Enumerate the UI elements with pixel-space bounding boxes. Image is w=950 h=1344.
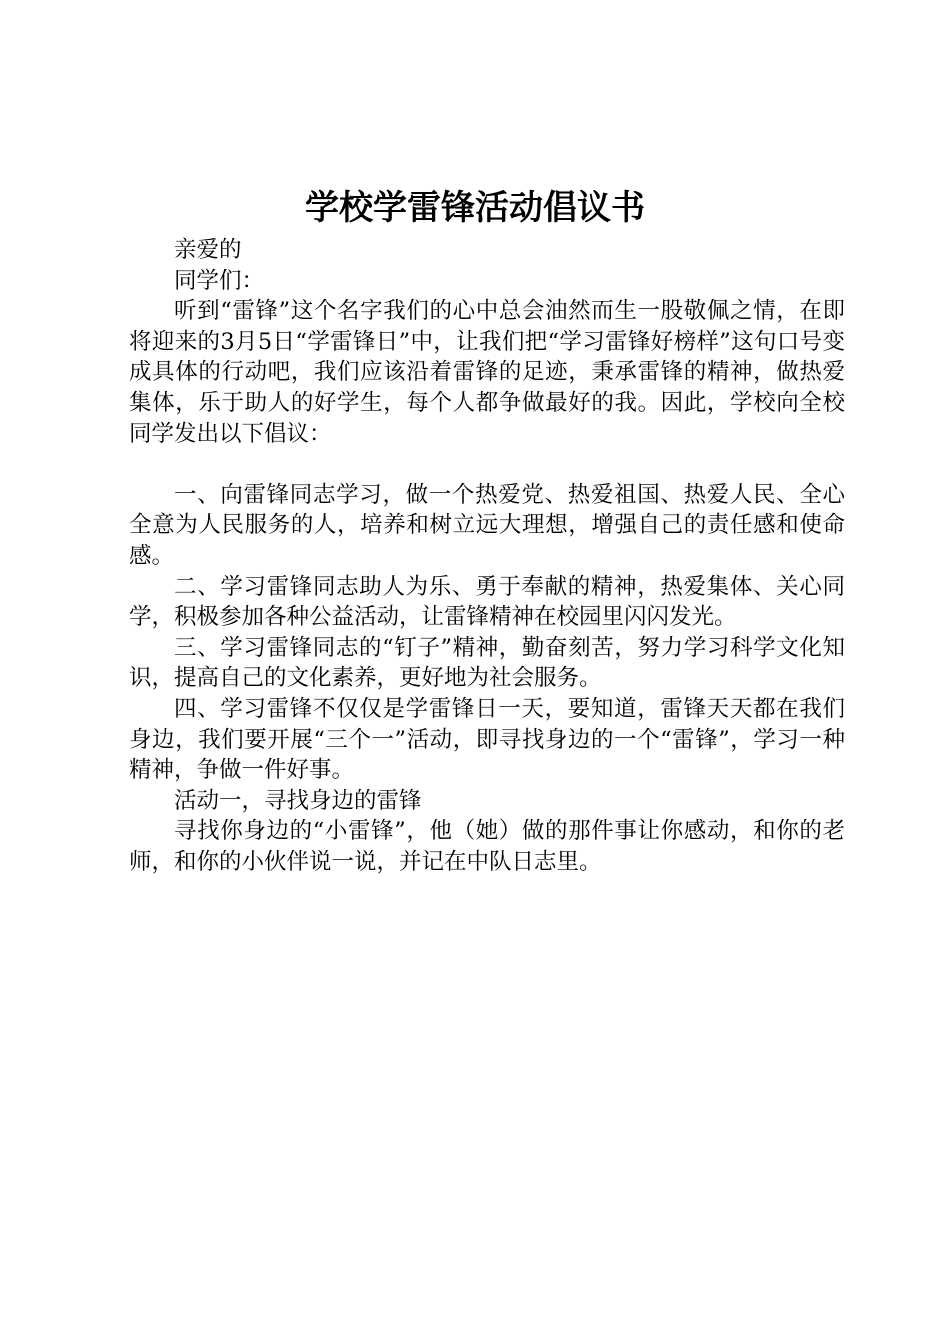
document-body [129, 235, 845, 877]
proposal-item-1: 一、向雷锋同志学习，做一个热爱党、热爱祖国、热爱人民、全心全意为人民服务的人，培养和树立远大理想，增强自己的责任感和使命感。 [129, 481, 845, 569]
salutation-line-1: 亲爱的 [174, 237, 242, 263]
document-title: 学校学雷锋活动倡议书 [305, 188, 645, 228]
salutation-line-2: 同学们： [174, 267, 265, 294]
intro-paragraph: 听到“雷锋”这个名字我们的心中总会油然而生一股敬佩之情，在即将迎来的3月5日“学雷锋日”中，让我们把“学习雷锋好榜样”这句口号变成具体的行动吧，我们应该沿着雷锋的足迹，秉承雷锋的精神，做热爱集体，乐于助人的好学生，每个人都争做最好的我。因此，学校向全校同学发出以下倡议： [129, 298, 845, 447]
paragraph-spacer [129, 449, 845, 480]
proposal-item-2: 二、学习雷锋同志助人为乐、勇于奉献的精神，热爱集体、关心同学，积极参加各种公益活动，让雷锋精神在校园里闪闪发光。 [129, 573, 845, 631]
proposal-item-4: 四、学习雷锋不仅仅是学雷锋日一天，要知道，雷锋天天都在我们身边，我们要开展“三个一”活动，即寻找身边的一个“雷锋”，学习一种精神，争做一件好事。 [129, 695, 845, 784]
activity-description: 寻找你身边的“小雷锋”，他（她）做的那件事让你感动，和你的老师，和你的小伙伴说一说，并记在中队日志里。 [129, 818, 845, 875]
activity-heading: 活动一，寻找身边的雷锋 [174, 787, 422, 814]
proposal-item-3: 三、学习雷锋同志的“钉子”精神，勤奋刻苦，努力学习科学文化知识，提高自己的文化素养，更好地为社会服务。 [129, 634, 845, 692]
